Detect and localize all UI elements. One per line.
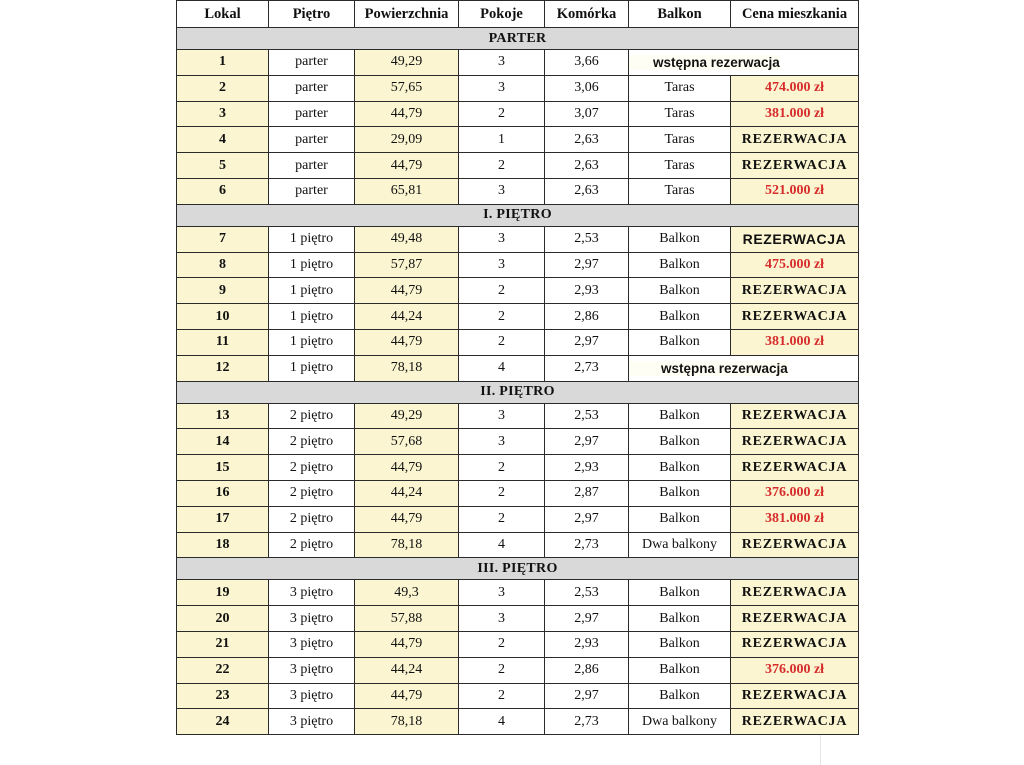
section-row bbox=[177, 558, 859, 580]
table-row bbox=[177, 101, 859, 127]
cell-balkon: Taras bbox=[629, 127, 731, 153]
cell-pietro: parter bbox=[269, 153, 355, 179]
cell-balkon: Balkon bbox=[629, 580, 731, 606]
header-komorka: Komórka bbox=[545, 1, 629, 28]
header-row bbox=[177, 1, 859, 28]
cell-lokal: 14 bbox=[177, 429, 269, 455]
table-row bbox=[177, 178, 859, 204]
table-row bbox=[177, 75, 859, 101]
cell-powierzchnia: 44,79 bbox=[355, 153, 459, 179]
cell-pokoje: 4 bbox=[459, 532, 545, 558]
cell-komorka: 2,93 bbox=[545, 278, 629, 304]
cell-pietro: 3 piętro bbox=[269, 709, 355, 735]
cell-powierzchnia: 65,81 bbox=[355, 178, 459, 204]
cell-pokoje: 3 bbox=[459, 50, 545, 76]
cell-lokal: 8 bbox=[177, 252, 269, 278]
table-row bbox=[177, 403, 859, 429]
cell-cena: REZERWACJA bbox=[731, 127, 859, 153]
cell-lokal: 12 bbox=[177, 355, 269, 381]
cell-balkon: Balkon bbox=[629, 683, 731, 709]
cell-pietro: 3 piętro bbox=[269, 606, 355, 632]
header-pokoje: Pokoje bbox=[459, 1, 545, 28]
cell-cena: REZERWACJA bbox=[731, 278, 859, 304]
cell-komorka: 2,86 bbox=[545, 304, 629, 330]
cell-balkon: Balkon bbox=[629, 606, 731, 632]
cell-balkon: Taras bbox=[629, 75, 731, 101]
section-title: I. PIĘTRO bbox=[177, 204, 859, 226]
section-row bbox=[177, 204, 859, 226]
cell-lokal: 6 bbox=[177, 178, 269, 204]
table-row bbox=[177, 127, 859, 153]
cell-komorka: 2,97 bbox=[545, 506, 629, 532]
cell-pietro: 1 piętro bbox=[269, 329, 355, 355]
cell-balkon: Dwa balkony bbox=[629, 709, 731, 735]
cell-pietro: 3 piętro bbox=[269, 683, 355, 709]
section-title: II. PIĘTRO bbox=[177, 381, 859, 403]
cell-pokoje: 2 bbox=[459, 101, 545, 127]
table-row bbox=[177, 50, 859, 76]
cell-pokoje: 3 bbox=[459, 580, 545, 606]
cell-pietro: 2 piętro bbox=[269, 532, 355, 558]
cell-komorka: 2,97 bbox=[545, 252, 629, 278]
cell-pokoje: 3 bbox=[459, 252, 545, 278]
cell-cena: REZERWACJA bbox=[731, 580, 859, 606]
cell-powierzchnia: 44,24 bbox=[355, 657, 459, 683]
table-body bbox=[177, 28, 859, 735]
cell-cena: REZERWACJA bbox=[731, 532, 859, 558]
cell-powierzchnia: 44,24 bbox=[355, 480, 459, 506]
cell-lokal: 5 bbox=[177, 153, 269, 179]
cell-komorka: 2,73 bbox=[545, 355, 629, 381]
cell-cena: REZERWACJA bbox=[731, 709, 859, 735]
cell-komorka: 3,06 bbox=[545, 75, 629, 101]
cell-cena: 474.000 zł bbox=[731, 75, 859, 101]
cell-komorka: 2,63 bbox=[545, 178, 629, 204]
cell-cena: 381.000 zł bbox=[731, 101, 859, 127]
cell-powierzchnia: 44,79 bbox=[355, 683, 459, 709]
cell-powierzchnia: 44,24 bbox=[355, 304, 459, 330]
cell-pokoje: 2 bbox=[459, 480, 545, 506]
header-balkon: Balkon bbox=[629, 1, 731, 28]
cell-komorka: 2,73 bbox=[545, 709, 629, 735]
cell-balkon: Balkon bbox=[629, 429, 731, 455]
header-powierzchnia: Powierzchnia bbox=[355, 1, 459, 28]
table-row bbox=[177, 580, 859, 606]
cell-cena: REZERWACJA bbox=[731, 631, 859, 657]
cell-cena: 376.000 zł bbox=[731, 657, 859, 683]
cell-status-merged bbox=[629, 50, 859, 76]
cell-cena: REZERWACJA bbox=[731, 403, 859, 429]
cell-balkon: Balkon bbox=[629, 657, 731, 683]
cell-balkon: Dwa balkony bbox=[629, 532, 731, 558]
cell-balkon: Balkon bbox=[629, 480, 731, 506]
table-row bbox=[177, 532, 859, 558]
cell-komorka: 2,53 bbox=[545, 226, 629, 252]
cell-powierzchnia: 57,65 bbox=[355, 75, 459, 101]
cell-lokal: 1 bbox=[177, 50, 269, 76]
cell-balkon: Balkon bbox=[629, 278, 731, 304]
cell-lokal: 16 bbox=[177, 480, 269, 506]
cell-lokal: 15 bbox=[177, 455, 269, 481]
table-row bbox=[177, 355, 859, 381]
cell-komorka: 2,93 bbox=[545, 631, 629, 657]
cell-balkon: Balkon bbox=[629, 455, 731, 481]
cell-pokoje: 2 bbox=[459, 455, 545, 481]
cell-pietro: 1 piętro bbox=[269, 226, 355, 252]
cell-pietro: parter bbox=[269, 101, 355, 127]
cell-cena: 381.000 zł bbox=[731, 506, 859, 532]
apartment-price-table bbox=[176, 0, 859, 735]
cell-lokal: 13 bbox=[177, 403, 269, 429]
cell-komorka: 3,66 bbox=[545, 50, 629, 76]
cell-powierzchnia: 78,18 bbox=[355, 355, 459, 381]
cell-cena: 475.000 zł bbox=[731, 252, 859, 278]
cell-komorka: 2,53 bbox=[545, 580, 629, 606]
cell-powierzchnia: 44,79 bbox=[355, 506, 459, 532]
cell-pokoje: 2 bbox=[459, 278, 545, 304]
cell-pietro: 1 piętro bbox=[269, 304, 355, 330]
cell-komorka: 2,87 bbox=[545, 480, 629, 506]
cell-balkon: Taras bbox=[629, 101, 731, 127]
cell-powierzchnia: 29,09 bbox=[355, 127, 459, 153]
cell-cena: REZERWACJA bbox=[731, 683, 859, 709]
header-cena: Cena mieszkania bbox=[731, 1, 859, 28]
cell-lokal: 23 bbox=[177, 683, 269, 709]
section-row bbox=[177, 28, 859, 50]
section-title: PARTER bbox=[177, 28, 859, 50]
cell-cena: REZERWACJA bbox=[731, 455, 859, 481]
table-row bbox=[177, 709, 859, 735]
table-row bbox=[177, 606, 859, 632]
header-pietro: Piętro bbox=[269, 1, 355, 28]
table-row bbox=[177, 506, 859, 532]
table-row bbox=[177, 657, 859, 683]
cell-komorka: 2,93 bbox=[545, 455, 629, 481]
cell-pietro: parter bbox=[269, 127, 355, 153]
cell-balkon: Taras bbox=[629, 178, 731, 204]
cell-balkon: Balkon bbox=[629, 252, 731, 278]
cell-powierzchnia: 44,79 bbox=[355, 278, 459, 304]
cell-komorka: 2,97 bbox=[545, 683, 629, 709]
cell-pietro: 1 piętro bbox=[269, 355, 355, 381]
cell-powierzchnia: 57,87 bbox=[355, 252, 459, 278]
section-row bbox=[177, 381, 859, 403]
cell-lokal: 7 bbox=[177, 226, 269, 252]
cell-powierzchnia: 49,29 bbox=[355, 403, 459, 429]
cell-powierzchnia: 44,79 bbox=[355, 101, 459, 127]
cell-powierzchnia: 78,18 bbox=[355, 532, 459, 558]
cell-balkon: Balkon bbox=[629, 226, 731, 252]
cell-pokoje: 1 bbox=[459, 127, 545, 153]
cell-pokoje: 2 bbox=[459, 657, 545, 683]
cell-cena: 376.000 zł bbox=[731, 480, 859, 506]
cell-pietro: parter bbox=[269, 75, 355, 101]
cell-lokal: 22 bbox=[177, 657, 269, 683]
cell-lokal: 20 bbox=[177, 606, 269, 632]
table-row bbox=[177, 329, 859, 355]
table-row bbox=[177, 226, 859, 252]
header-lokal: Lokal bbox=[177, 1, 269, 28]
cell-komorka: 2,97 bbox=[545, 606, 629, 632]
apartment-table-sheet bbox=[176, 0, 858, 735]
cell-pokoje: 3 bbox=[459, 403, 545, 429]
table-row bbox=[177, 429, 859, 455]
table-row bbox=[177, 304, 859, 330]
table-header bbox=[177, 1, 859, 28]
cell-pokoje: 4 bbox=[459, 355, 545, 381]
cell-powierzchnia: 44,79 bbox=[355, 329, 459, 355]
cell-lokal: 17 bbox=[177, 506, 269, 532]
table-row bbox=[177, 631, 859, 657]
cell-lokal: 4 bbox=[177, 127, 269, 153]
cell-pokoje: 4 bbox=[459, 709, 545, 735]
cell-powierzchnia: 44,79 bbox=[355, 455, 459, 481]
cell-cena: REZERWACJA bbox=[731, 606, 859, 632]
cell-cena: 381.000 zł bbox=[731, 329, 859, 355]
cell-lokal: 21 bbox=[177, 631, 269, 657]
cell-pietro: 2 piętro bbox=[269, 455, 355, 481]
cell-cena: 521.000 zł bbox=[731, 178, 859, 204]
cell-balkon: Balkon bbox=[629, 506, 731, 532]
cell-powierzchnia: 44,79 bbox=[355, 631, 459, 657]
table-row bbox=[177, 455, 859, 481]
cell-komorka: 2,63 bbox=[545, 127, 629, 153]
cell-pietro: parter bbox=[269, 178, 355, 204]
table-row bbox=[177, 480, 859, 506]
cell-lokal: 2 bbox=[177, 75, 269, 101]
cell-pokoje: 2 bbox=[459, 304, 545, 330]
cell-pokoje: 3 bbox=[459, 75, 545, 101]
cell-balkon: Balkon bbox=[629, 403, 731, 429]
cell-pokoje: 2 bbox=[459, 329, 545, 355]
table-row bbox=[177, 153, 859, 179]
cell-pokoje: 3 bbox=[459, 606, 545, 632]
cell-pokoje: 3 bbox=[459, 429, 545, 455]
cell-pietro: 3 piętro bbox=[269, 580, 355, 606]
table-row bbox=[177, 683, 859, 709]
cell-lokal: 19 bbox=[177, 580, 269, 606]
cell-pokoje: 3 bbox=[459, 178, 545, 204]
cell-cena: REZERWACJA bbox=[731, 429, 859, 455]
section-title: III. PIĘTRO bbox=[177, 558, 859, 580]
cell-cena: REZERWACJA bbox=[731, 153, 859, 179]
cell-lokal: 9 bbox=[177, 278, 269, 304]
cell-powierzchnia: 57,68 bbox=[355, 429, 459, 455]
cell-komorka: 2,97 bbox=[545, 329, 629, 355]
cell-komorka: 2,86 bbox=[545, 657, 629, 683]
cell-balkon: Balkon bbox=[629, 304, 731, 330]
cell-pietro: 3 piętro bbox=[269, 631, 355, 657]
cell-lokal: 11 bbox=[177, 329, 269, 355]
table-row bbox=[177, 278, 859, 304]
cell-lokal: 24 bbox=[177, 709, 269, 735]
cell-cena: REZERWACJA bbox=[731, 304, 859, 330]
cell-lokal: 3 bbox=[177, 101, 269, 127]
cell-pietro: 2 piętro bbox=[269, 480, 355, 506]
status-text: wstępna rezerwacja bbox=[629, 361, 788, 376]
cell-powierzchnia: 49,48 bbox=[355, 226, 459, 252]
cell-pietro: 2 piętro bbox=[269, 403, 355, 429]
cell-komorka: 2,73 bbox=[545, 532, 629, 558]
cell-pokoje: 2 bbox=[459, 631, 545, 657]
status-text: wstępna rezerwacja bbox=[629, 55, 780, 70]
cell-lokal: 10 bbox=[177, 304, 269, 330]
cell-pokoje: 3 bbox=[459, 226, 545, 252]
cell-lokal: 18 bbox=[177, 532, 269, 558]
cell-pietro: parter bbox=[269, 50, 355, 76]
table-row bbox=[177, 252, 859, 278]
cell-komorka: 3,07 bbox=[545, 101, 629, 127]
cell-komorka: 2,53 bbox=[545, 403, 629, 429]
cell-powierzchnia: 49,3 bbox=[355, 580, 459, 606]
cell-pietro: 1 piętro bbox=[269, 278, 355, 304]
cell-powierzchnia: 78,18 bbox=[355, 709, 459, 735]
cell-balkon: Balkon bbox=[629, 631, 731, 657]
cell-komorka: 2,97 bbox=[545, 429, 629, 455]
cell-pietro: 3 piętro bbox=[269, 657, 355, 683]
cell-pietro: 2 piętro bbox=[269, 429, 355, 455]
cell-pokoje: 2 bbox=[459, 683, 545, 709]
cell-pokoje: 2 bbox=[459, 506, 545, 532]
cell-pokoje: 2 bbox=[459, 153, 545, 179]
cell-balkon: Balkon bbox=[629, 329, 731, 355]
cell-cena: REZERWACJA bbox=[731, 226, 859, 252]
cell-balkon: Taras bbox=[629, 153, 731, 179]
cell-status-merged bbox=[629, 355, 859, 381]
cell-pietro: 1 piętro bbox=[269, 252, 355, 278]
cell-powierzchnia: 49,29 bbox=[355, 50, 459, 76]
cell-powierzchnia: 57,88 bbox=[355, 606, 459, 632]
cell-pietro: 2 piętro bbox=[269, 506, 355, 532]
cell-komorka: 2,63 bbox=[545, 153, 629, 179]
